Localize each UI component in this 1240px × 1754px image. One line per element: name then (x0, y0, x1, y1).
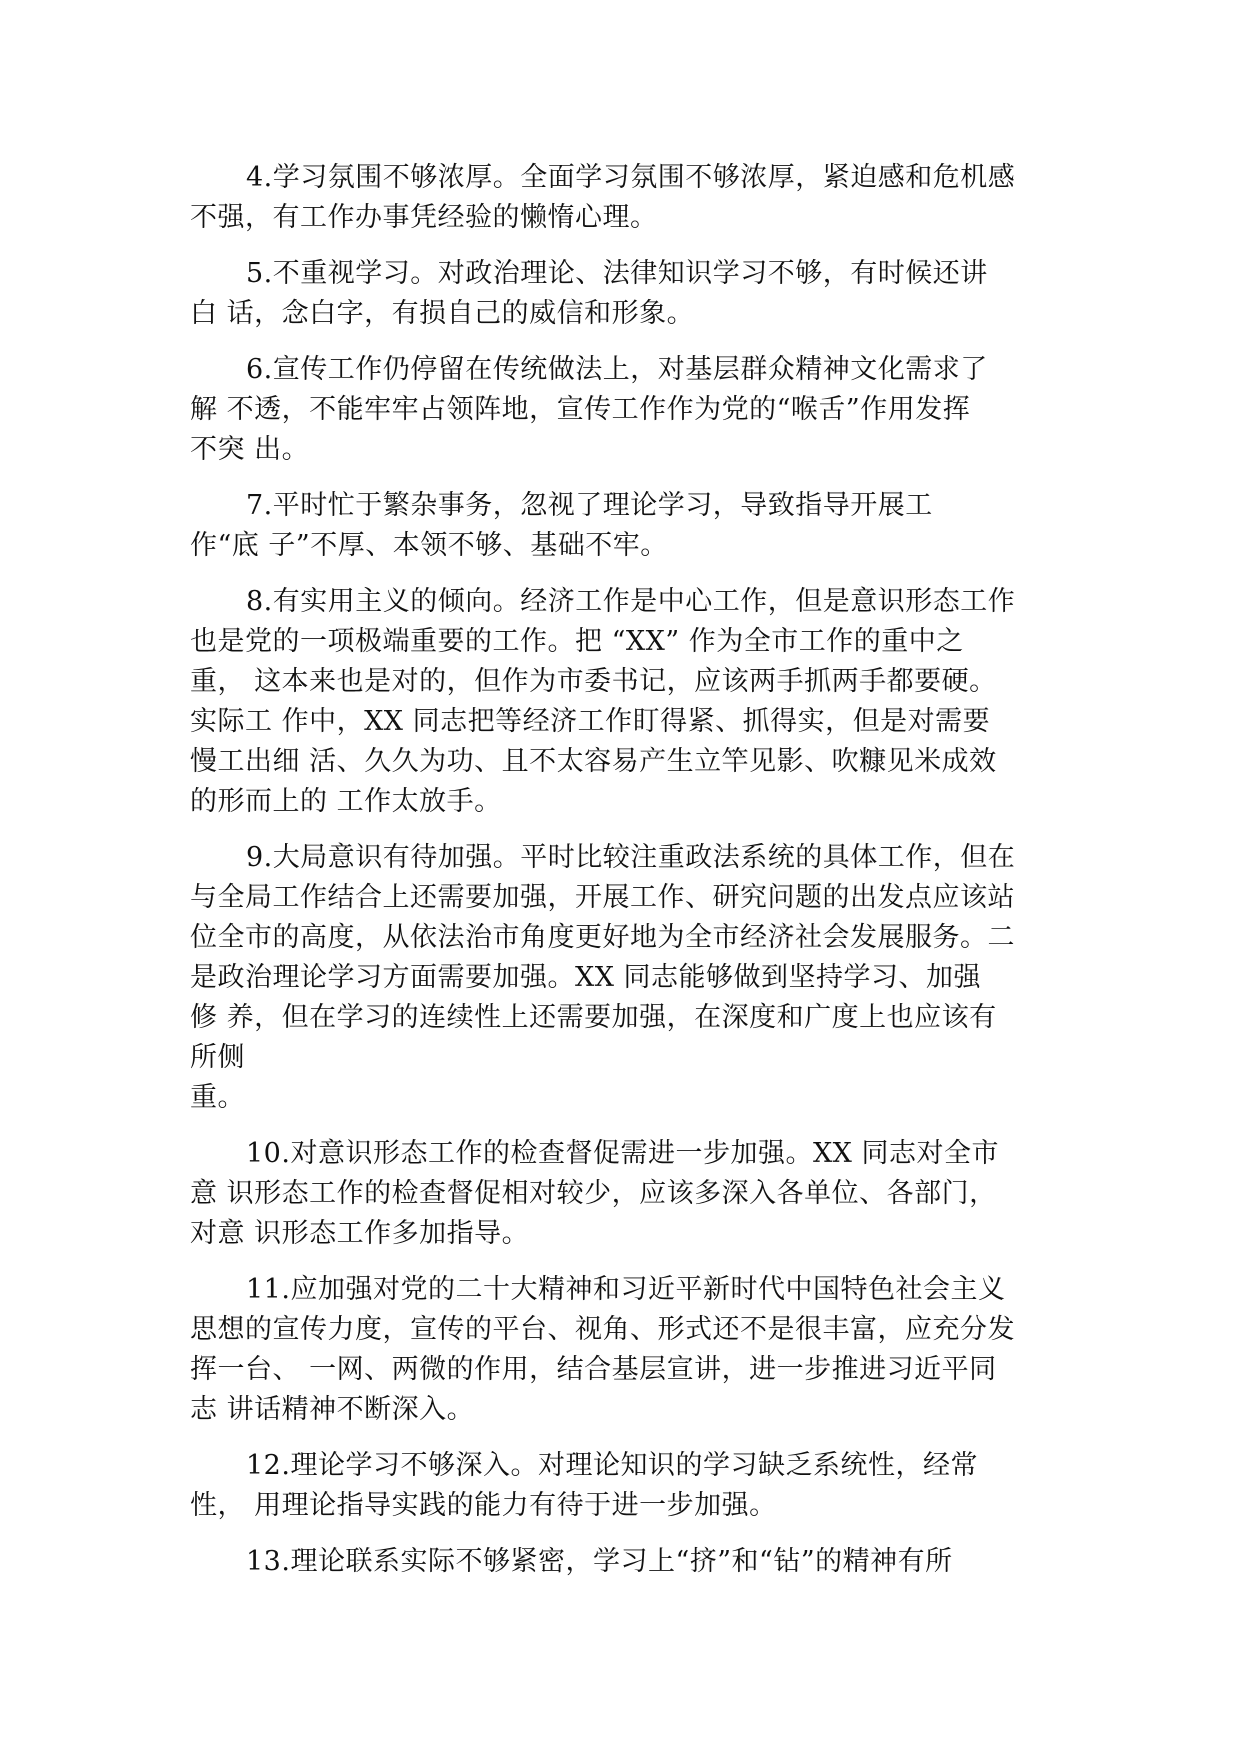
paragraph-line: 也是党的一项极端重要的工作。把 “XX” 作为全市工作的重中之 (190, 626, 964, 657)
paragraph-item-12 (190, 1446, 1050, 1526)
paragraph-line: 挥一台、 一网、两微的作用，结合基层宣讲，进一步推进习近平同 (190, 1354, 997, 1385)
paragraph-line: 不强，有工作办事凭经验的懒惰心理。 (190, 202, 658, 233)
paragraph-item-10 (190, 1134, 1050, 1254)
paragraph-item-4 (190, 158, 1050, 238)
paragraph-line: 12.理论学习不够深入。对理论知识的学习缺乏系统性，经常 (246, 1450, 978, 1481)
paragraph-line: 对意 识形态工作多加指导。 (190, 1218, 530, 1249)
paragraph-item-5 (190, 254, 1050, 334)
paragraph-line: 的形而上的 工作太放手。 (190, 786, 502, 817)
paragraph-line: 思想的宣传力度，宣传的平台、视角、形式还不是很丰富，应充分发 (190, 1314, 1015, 1345)
paragraph-line: 13.理论联系实际不够紧密，学习上“挤”和“钻”的精神有所 (246, 1546, 953, 1577)
paragraph-line: 11.应加强对党的二十大精神和习近平新时代中国特色社会主义 (246, 1274, 1006, 1305)
paragraph-line: 意 识形态工作的检查督促相对较少，应该多深入各单位、各部门， (190, 1178, 997, 1209)
paragraph-line: 修 养，但在学习的连续性上还需要加强，在深度和广度上也应该有 (190, 1002, 997, 1033)
paragraph-line: 不突 出。 (190, 434, 310, 465)
paragraph-line: 与全局工作结合上还需要加强，开展工作、研究问题的出发点应该站 (190, 882, 1015, 913)
paragraph-line: 4.学习氛围不够浓厚。全面学习氛围不够浓厚，紧迫感和危机感 (246, 162, 1016, 193)
paragraph-item-13 (190, 1542, 1050, 1582)
document-page (190, 158, 1050, 1598)
paragraph-item-9 (190, 838, 1050, 1118)
paragraph-item-6 (190, 350, 1050, 470)
paragraph-line: 实际工 作中，XX 同志把等经济工作盯得紧、抓得实，但是对需要 (190, 706, 991, 737)
paragraph-line: 5.不重视学习。对政治理论、法律知识学习不够，有时候还讲 (246, 258, 988, 289)
paragraph-line: 7.平时忙于繁杂事务，忽视了理论学习，导致指导开展工 (246, 490, 933, 521)
paragraph-line: 是政治理论学习方面需要加强。XX 同志能够做到坚持学习、加强 (190, 962, 982, 993)
paragraph-item-11 (190, 1270, 1050, 1430)
paragraph-line: 8.有实用主义的倾向。经济工作是中心工作，但是意识形态工作 (246, 586, 1016, 617)
paragraph-line: 重。 (190, 1082, 245, 1113)
paragraph-line: 志 讲话精神不断深入。 (190, 1394, 475, 1425)
paragraph-line: 慢工出细 活、久久为功、且不太容易产生立竿见影、吹糠见米成效 (190, 746, 997, 777)
paragraph-line: 白 话，念白字，有损自己的威信和形象。 (190, 298, 695, 329)
paragraph-line: 作“底 子”不厚、本领不够、基础不牢。 (190, 530, 668, 561)
paragraph-line: 10.对意识形态工作的检查督促需进一步加强。XX 同志对全市 (246, 1138, 999, 1169)
paragraph-item-7 (190, 486, 1050, 566)
paragraph-line: 6.宣传工作仍停留在传统做法上，对基层群众精神文化需求了 (246, 354, 988, 385)
paragraph-line: 9.大局意识有待加强。平时比较注重政法系统的具体工作，但在 (246, 842, 1016, 873)
paragraph-item-8 (190, 582, 1050, 822)
paragraph-line: 位全市的高度，从依法治市角度更好地为全市经济社会发展服务。二 (190, 922, 1015, 953)
paragraph-line: 所侧 (190, 1042, 245, 1073)
paragraph-line: 重， 这本来也是对的，但作为市委书记，应该两手抓两手都要硬。 (190, 666, 997, 697)
paragraph-line: 性， 用理论指导实践的能力有待于进一步加强。 (190, 1490, 777, 1521)
paragraph-line: 解 不透，不能牢牢占领阵地，宣传工作作为党的“喉舌”作用发挥 (190, 394, 971, 425)
